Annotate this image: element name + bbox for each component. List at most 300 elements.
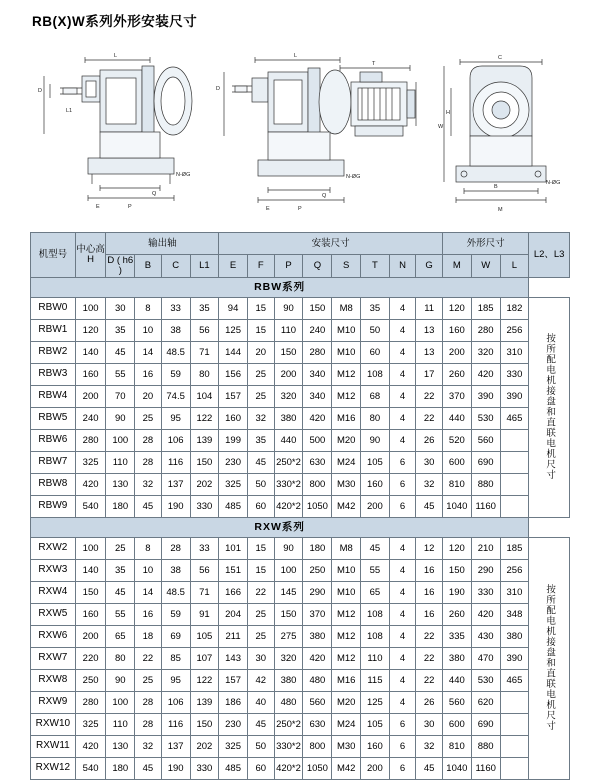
cell-M: 260 bbox=[442, 364, 471, 386]
cell-T: 160 bbox=[361, 736, 390, 758]
cell-B: 8 bbox=[135, 298, 162, 320]
cell-D: 45 bbox=[106, 582, 135, 604]
section-header-row bbox=[31, 518, 570, 538]
header-row-cols bbox=[31, 255, 570, 278]
th-B: B bbox=[135, 255, 162, 278]
cell-D: 55 bbox=[106, 364, 135, 386]
cell-S: M10 bbox=[332, 560, 361, 582]
table-row bbox=[31, 560, 570, 582]
page-title: RB(X)W系列外形安装尺寸 bbox=[32, 14, 198, 29]
cell-S: M24 bbox=[332, 714, 361, 736]
cell-L bbox=[500, 692, 529, 714]
cell-C: 48.5 bbox=[161, 342, 190, 364]
cell-B: 14 bbox=[135, 342, 162, 364]
cell-F: 22 bbox=[247, 582, 274, 604]
cell-G: 26 bbox=[416, 692, 443, 714]
cell-Q: 340 bbox=[303, 364, 332, 386]
cell-G: 45 bbox=[416, 758, 443, 780]
cell-H: 250 bbox=[75, 670, 106, 692]
cell-model: RXW9 bbox=[31, 692, 76, 714]
cell-B: 16 bbox=[135, 604, 162, 626]
cell-M: 520 bbox=[442, 430, 471, 452]
cell-T: 55 bbox=[361, 560, 390, 582]
cell-D: 80 bbox=[106, 648, 135, 670]
cell-L1: 91 bbox=[190, 604, 219, 626]
cell-F: 15 bbox=[247, 560, 274, 582]
cell-D: 130 bbox=[106, 474, 135, 496]
cell-T: 125 bbox=[361, 692, 390, 714]
cell-T: 108 bbox=[361, 626, 390, 648]
cell-H: 420 bbox=[75, 474, 106, 496]
cell-W: 690 bbox=[471, 452, 500, 474]
cell-E: 160 bbox=[219, 408, 248, 430]
svg-text:L: L bbox=[294, 53, 298, 59]
cell-F: 60 bbox=[247, 496, 274, 518]
cell-Q: 630 bbox=[303, 452, 332, 474]
cell-N: 6 bbox=[389, 474, 416, 496]
cell-T: 108 bbox=[361, 604, 390, 626]
cell-F: 25 bbox=[247, 604, 274, 626]
svg-text:D: D bbox=[38, 88, 42, 94]
cell-D: 35 bbox=[106, 560, 135, 582]
cell-S: M20 bbox=[332, 430, 361, 452]
table-row bbox=[31, 670, 570, 692]
cell-D: 110 bbox=[106, 452, 135, 474]
cell-model: RBW9 bbox=[31, 496, 76, 518]
cell-Q: 420 bbox=[303, 408, 332, 430]
cell-model: RXW8 bbox=[31, 670, 76, 692]
cell-B: 32 bbox=[135, 736, 162, 758]
cell-S: M8 bbox=[332, 538, 361, 560]
cell-D: 30 bbox=[106, 298, 135, 320]
cell-P: 250*2 bbox=[274, 714, 303, 736]
cell-E: 211 bbox=[219, 626, 248, 648]
cell-L1: 105 bbox=[190, 626, 219, 648]
cell-Q: 280 bbox=[303, 342, 332, 364]
cell-E: 485 bbox=[219, 758, 248, 780]
cell-Q: 800 bbox=[303, 736, 332, 758]
th-M: M bbox=[442, 255, 471, 278]
table-row bbox=[31, 736, 570, 758]
cell-W: 1160 bbox=[471, 496, 500, 518]
cell-L: 380 bbox=[500, 626, 529, 648]
cell-D: 45 bbox=[106, 342, 135, 364]
cell-E: 156 bbox=[219, 364, 248, 386]
svg-text:C: C bbox=[498, 55, 502, 61]
cell-D: 110 bbox=[106, 714, 135, 736]
cell-T: 110 bbox=[361, 648, 390, 670]
cell-G: 30 bbox=[416, 452, 443, 474]
cell-L1: 80 bbox=[190, 364, 219, 386]
cell-B: 18 bbox=[135, 626, 162, 648]
cell-model: RBW6 bbox=[31, 430, 76, 452]
cell-B: 25 bbox=[135, 408, 162, 430]
cell-T: 200 bbox=[361, 496, 390, 518]
cell-Q: 180 bbox=[303, 538, 332, 560]
cell-C: 116 bbox=[161, 714, 190, 736]
cell-H: 420 bbox=[75, 736, 106, 758]
cell-E: 325 bbox=[219, 736, 248, 758]
cell-E: 125 bbox=[219, 320, 248, 342]
cell-Q: 560 bbox=[303, 692, 332, 714]
cell-C: 190 bbox=[161, 496, 190, 518]
cell-T: 90 bbox=[361, 430, 390, 452]
cell-C: 137 bbox=[161, 736, 190, 758]
cell-M: 190 bbox=[442, 582, 471, 604]
cell-model: RBW4 bbox=[31, 386, 76, 408]
cell-L bbox=[500, 430, 529, 452]
cell-M: 200 bbox=[442, 342, 471, 364]
cell-H: 140 bbox=[75, 560, 106, 582]
th-L: L bbox=[500, 255, 529, 278]
cell-M: 335 bbox=[442, 626, 471, 648]
cell-H: 540 bbox=[75, 496, 106, 518]
cell-Q: 150 bbox=[303, 298, 332, 320]
table-row bbox=[31, 692, 570, 714]
cell-B: 16 bbox=[135, 364, 162, 386]
cell-E: 325 bbox=[219, 474, 248, 496]
cell-N: 4 bbox=[389, 364, 416, 386]
drawing-front-view bbox=[430, 48, 570, 220]
cell-M: 600 bbox=[442, 452, 471, 474]
cell-H: 120 bbox=[75, 320, 106, 342]
cell-P: 150 bbox=[274, 604, 303, 626]
cell-P: 200 bbox=[274, 364, 303, 386]
cell-M: 560 bbox=[442, 692, 471, 714]
cell-G: 16 bbox=[416, 582, 443, 604]
cell-L: 310 bbox=[500, 342, 529, 364]
cell-Q: 1050 bbox=[303, 496, 332, 518]
cell-L1: 122 bbox=[190, 670, 219, 692]
cell-N: 6 bbox=[389, 714, 416, 736]
cell-G: 22 bbox=[416, 408, 443, 430]
cell-B: 28 bbox=[135, 430, 162, 452]
cell-P: 420*2 bbox=[274, 758, 303, 780]
th-center-height-label: 中心高 H bbox=[76, 244, 105, 265]
cell-M: 810 bbox=[442, 736, 471, 758]
section-side-note-text: 按所配电机接盘和直联电机尺寸 bbox=[544, 332, 556, 480]
cell-L1: 107 bbox=[190, 648, 219, 670]
th-D: D ( h6 ) bbox=[107, 255, 134, 276]
th-center-height bbox=[75, 233, 106, 278]
cell-L1: 139 bbox=[190, 692, 219, 714]
cell-B: 10 bbox=[135, 320, 162, 342]
svg-text:N-ØG: N-ØG bbox=[176, 172, 191, 178]
cell-L1: 56 bbox=[190, 320, 219, 342]
cell-G: 22 bbox=[416, 648, 443, 670]
cell-W: 880 bbox=[471, 474, 500, 496]
svg-text:B: B bbox=[494, 184, 498, 190]
cell-B: 28 bbox=[135, 692, 162, 714]
header-row-group bbox=[31, 233, 570, 255]
dimensions-table bbox=[30, 232, 570, 780]
cell-S: M12 bbox=[332, 626, 361, 648]
svg-text:N-ØG: N-ØG bbox=[546, 180, 561, 186]
cell-T: 108 bbox=[361, 364, 390, 386]
cell-D: 180 bbox=[106, 496, 135, 518]
cell-W: 330 bbox=[471, 582, 500, 604]
cell-D: 35 bbox=[106, 320, 135, 342]
cell-C: 38 bbox=[161, 560, 190, 582]
cell-G: 16 bbox=[416, 560, 443, 582]
svg-text:Q: Q bbox=[152, 191, 157, 197]
cell-T: 35 bbox=[361, 298, 390, 320]
table-row bbox=[31, 538, 570, 560]
section-title: RBW系列 bbox=[31, 278, 529, 298]
svg-text:M: M bbox=[498, 207, 503, 213]
cell-F: 50 bbox=[247, 474, 274, 496]
cell-G: 32 bbox=[416, 474, 443, 496]
cell-Q: 480 bbox=[303, 670, 332, 692]
cell-D: 90 bbox=[106, 408, 135, 430]
cell-N: 4 bbox=[389, 692, 416, 714]
cell-S: M16 bbox=[332, 408, 361, 430]
cell-C: 48.5 bbox=[161, 582, 190, 604]
cell-W: 530 bbox=[471, 670, 500, 692]
cell-H: 325 bbox=[75, 452, 106, 474]
cell-B: 28 bbox=[135, 452, 162, 474]
cell-E: 230 bbox=[219, 714, 248, 736]
cell-P: 480 bbox=[274, 692, 303, 714]
section-side-note-text: 按所配电机接盘和直联电机尺寸 bbox=[544, 583, 556, 731]
table-row bbox=[31, 758, 570, 780]
cell-B: 45 bbox=[135, 496, 162, 518]
cell-P: 90 bbox=[274, 298, 303, 320]
cell-D: 25 bbox=[106, 538, 135, 560]
cell-M: 600 bbox=[442, 714, 471, 736]
cell-G: 22 bbox=[416, 626, 443, 648]
cell-model: RXW6 bbox=[31, 626, 76, 648]
cell-P: 440 bbox=[274, 430, 303, 452]
cell-W: 320 bbox=[471, 342, 500, 364]
cell-P: 330*2 bbox=[274, 736, 303, 758]
cell-Q: 290 bbox=[303, 582, 332, 604]
drawing-rbw-motor bbox=[210, 48, 425, 220]
cell-B: 25 bbox=[135, 670, 162, 692]
svg-text:T: T bbox=[372, 61, 376, 67]
cell-E: 204 bbox=[219, 604, 248, 626]
cell-L bbox=[500, 758, 529, 780]
cell-H: 100 bbox=[75, 538, 106, 560]
cell-N: 4 bbox=[389, 408, 416, 430]
cell-Q: 340 bbox=[303, 386, 332, 408]
table-body bbox=[31, 278, 570, 780]
cell-F: 35 bbox=[247, 430, 274, 452]
svg-text:N-ØG: N-ØG bbox=[346, 174, 361, 180]
cell-Q: 800 bbox=[303, 474, 332, 496]
table-row bbox=[31, 298, 570, 320]
section-header-row bbox=[31, 278, 570, 298]
cell-L1: 139 bbox=[190, 430, 219, 452]
cell-W: 620 bbox=[471, 692, 500, 714]
cell-C: 95 bbox=[161, 670, 190, 692]
cell-F: 32 bbox=[247, 408, 274, 430]
cell-H: 160 bbox=[75, 604, 106, 626]
cell-S: M42 bbox=[332, 758, 361, 780]
cell-P: 150 bbox=[274, 342, 303, 364]
section-side-note bbox=[529, 538, 570, 780]
cell-L: 185 bbox=[500, 538, 529, 560]
cell-L: 182 bbox=[500, 298, 529, 320]
th-N: N bbox=[389, 255, 416, 278]
cell-model: RBW7 bbox=[31, 452, 76, 474]
drawings-panel bbox=[30, 48, 570, 220]
cell-L bbox=[500, 736, 529, 758]
cell-N: 4 bbox=[389, 626, 416, 648]
cell-L: 348 bbox=[500, 604, 529, 626]
cell-G: 26 bbox=[416, 430, 443, 452]
svg-text:D: D bbox=[216, 86, 220, 92]
cell-M: 440 bbox=[442, 408, 471, 430]
cell-L1: 33 bbox=[190, 538, 219, 560]
cell-Q: 1050 bbox=[303, 758, 332, 780]
table-row bbox=[31, 320, 570, 342]
cell-N: 4 bbox=[389, 298, 416, 320]
cell-W: 470 bbox=[471, 648, 500, 670]
th-L1: L1 bbox=[190, 255, 219, 278]
table-row bbox=[31, 452, 570, 474]
cell-model: RBW0 bbox=[31, 298, 76, 320]
cell-W: 420 bbox=[471, 604, 500, 626]
cell-C: 85 bbox=[161, 648, 190, 670]
table-row bbox=[31, 474, 570, 496]
cell-T: 65 bbox=[361, 582, 390, 604]
table-row bbox=[31, 386, 570, 408]
cell-F: 25 bbox=[247, 364, 274, 386]
cell-C: 106 bbox=[161, 430, 190, 452]
cell-T: 160 bbox=[361, 474, 390, 496]
cell-D: 90 bbox=[106, 670, 135, 692]
cell-H: 150 bbox=[75, 582, 106, 604]
cell-P: 380 bbox=[274, 408, 303, 430]
cell-C: 106 bbox=[161, 692, 190, 714]
cell-model: RXW7 bbox=[31, 648, 76, 670]
cell-F: 25 bbox=[247, 386, 274, 408]
cell-T: 50 bbox=[361, 320, 390, 342]
cell-W: 280 bbox=[471, 320, 500, 342]
cell-H: 200 bbox=[75, 386, 106, 408]
cell-M: 370 bbox=[442, 386, 471, 408]
cell-L1: 71 bbox=[190, 342, 219, 364]
cell-S: M16 bbox=[332, 670, 361, 692]
cell-B: 10 bbox=[135, 560, 162, 582]
cell-H: 160 bbox=[75, 364, 106, 386]
cell-T: 115 bbox=[361, 670, 390, 692]
cell-L bbox=[500, 452, 529, 474]
cell-L1: 150 bbox=[190, 714, 219, 736]
cell-L1: 122 bbox=[190, 408, 219, 430]
cell-T: 60 bbox=[361, 342, 390, 364]
svg-text:E: E bbox=[266, 206, 270, 212]
cell-P: 110 bbox=[274, 320, 303, 342]
cell-H: 325 bbox=[75, 714, 106, 736]
cell-H: 200 bbox=[75, 626, 106, 648]
cell-Q: 420 bbox=[303, 648, 332, 670]
cell-C: 69 bbox=[161, 626, 190, 648]
th-mount-size: 安装尺寸 bbox=[219, 233, 443, 255]
cell-P: 320 bbox=[274, 648, 303, 670]
cell-G: 22 bbox=[416, 386, 443, 408]
cell-M: 260 bbox=[442, 604, 471, 626]
cell-model: RXW5 bbox=[31, 604, 76, 626]
table-row bbox=[31, 626, 570, 648]
cell-N: 4 bbox=[389, 342, 416, 364]
th-l2-l3: L2、L3 bbox=[529, 233, 570, 278]
table-row bbox=[31, 604, 570, 626]
cell-D: 100 bbox=[106, 430, 135, 452]
th-Q: Q bbox=[303, 255, 332, 278]
cell-L bbox=[500, 474, 529, 496]
cell-E: 157 bbox=[219, 670, 248, 692]
th-model: 机型号 bbox=[31, 233, 76, 278]
cell-N: 4 bbox=[389, 430, 416, 452]
cell-D: 180 bbox=[106, 758, 135, 780]
cell-L: 465 bbox=[500, 670, 529, 692]
cell-Q: 380 bbox=[303, 626, 332, 648]
cell-B: 28 bbox=[135, 714, 162, 736]
cell-F: 15 bbox=[247, 298, 274, 320]
svg-text:W: W bbox=[438, 124, 444, 130]
cell-C: 59 bbox=[161, 364, 190, 386]
cell-model: RBW2 bbox=[31, 342, 76, 364]
cell-L1: 150 bbox=[190, 452, 219, 474]
cell-W: 1160 bbox=[471, 758, 500, 780]
cell-W: 290 bbox=[471, 560, 500, 582]
cell-E: 94 bbox=[219, 298, 248, 320]
cell-S: M10 bbox=[332, 582, 361, 604]
cell-W: 390 bbox=[471, 386, 500, 408]
cell-L1: 56 bbox=[190, 560, 219, 582]
cell-S: M42 bbox=[332, 496, 361, 518]
cell-G: 11 bbox=[416, 298, 443, 320]
th-output-shaft: 输出轴 bbox=[106, 233, 219, 255]
cell-E: 101 bbox=[219, 538, 248, 560]
cell-S: M12 bbox=[332, 364, 361, 386]
cell-model: RXW12 bbox=[31, 758, 76, 780]
table-row bbox=[31, 342, 570, 364]
table-row bbox=[31, 430, 570, 452]
table-row bbox=[31, 648, 570, 670]
cell-F: 45 bbox=[247, 714, 274, 736]
table-row bbox=[31, 496, 570, 518]
cell-F: 25 bbox=[247, 626, 274, 648]
cell-L1: 330 bbox=[190, 758, 219, 780]
cell-B: 22 bbox=[135, 648, 162, 670]
cell-M: 160 bbox=[442, 320, 471, 342]
svg-text:H: H bbox=[446, 110, 450, 116]
cell-L: 390 bbox=[500, 386, 529, 408]
cell-P: 380 bbox=[274, 670, 303, 692]
cell-B: 20 bbox=[135, 386, 162, 408]
cell-S: M30 bbox=[332, 474, 361, 496]
cell-P: 275 bbox=[274, 626, 303, 648]
cell-G: 12 bbox=[416, 538, 443, 560]
cell-model: RBW3 bbox=[31, 364, 76, 386]
cell-E: 166 bbox=[219, 582, 248, 604]
cell-N: 4 bbox=[389, 538, 416, 560]
cell-F: 45 bbox=[247, 452, 274, 474]
cell-C: 74.5 bbox=[161, 386, 190, 408]
svg-text:L: L bbox=[114, 53, 118, 59]
cell-G: 17 bbox=[416, 364, 443, 386]
cell-M: 1040 bbox=[442, 758, 471, 780]
cell-S: M30 bbox=[332, 736, 361, 758]
cell-E: 485 bbox=[219, 496, 248, 518]
cell-C: 33 bbox=[161, 298, 190, 320]
cell-G: 13 bbox=[416, 342, 443, 364]
cell-G: 16 bbox=[416, 604, 443, 626]
table-row bbox=[31, 364, 570, 386]
